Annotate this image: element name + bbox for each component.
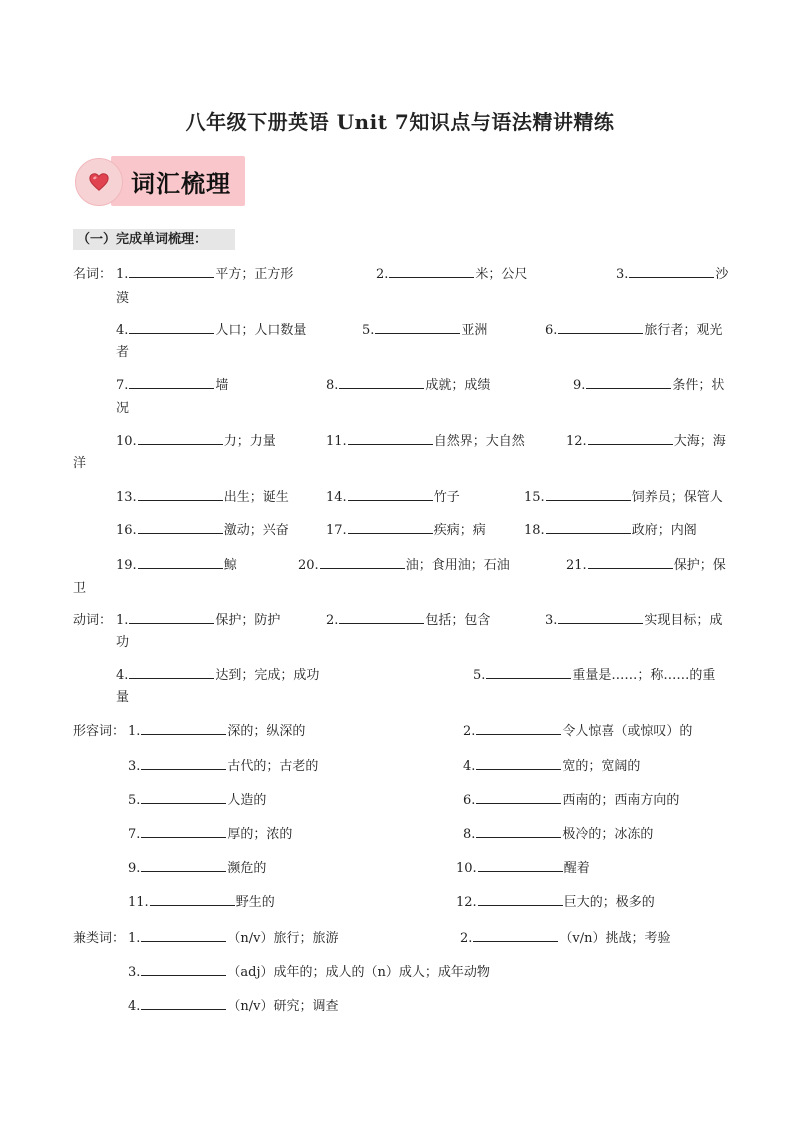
- item-meaning: 极冷的；冰冻的: [562, 827, 654, 842]
- item-meaning: 巨大的；极多的: [563, 895, 655, 910]
- answer-blank[interactable]: [141, 857, 226, 872]
- item-meaning: 条件；状: [672, 378, 725, 393]
- answer-blank[interactable]: [546, 519, 631, 534]
- multi-item: [128, 961, 490, 980]
- noun-item: [524, 519, 697, 538]
- multi-item: [128, 927, 339, 946]
- multi-item: [128, 995, 339, 1014]
- answer-blank[interactable]: [138, 430, 223, 445]
- item-meaning: 实现目标；成: [644, 613, 723, 628]
- verb-item: [326, 609, 490, 628]
- answer-blank[interactable]: [558, 609, 643, 624]
- noun-item: [116, 486, 289, 505]
- item-number: 1.: [116, 613, 129, 628]
- answer-blank[interactable]: [588, 554, 673, 569]
- verb-item: [116, 609, 280, 628]
- item-number: 3.: [545, 613, 558, 628]
- item-number: 1.: [116, 267, 129, 282]
- item-number: 15.: [524, 490, 545, 505]
- noun-item: [545, 319, 722, 338]
- answer-blank[interactable]: [486, 664, 571, 679]
- item-number: 21.: [566, 558, 587, 573]
- adjective-item: [463, 720, 692, 739]
- item-meaning: 出生；诞生: [223, 490, 289, 505]
- item-number: 11.: [326, 434, 347, 449]
- answer-blank[interactable]: [348, 519, 433, 534]
- answer-blank[interactable]: [129, 664, 214, 679]
- answer-blank[interactable]: [586, 374, 671, 389]
- item-number: 4.: [116, 668, 129, 683]
- item-meaning: （adj）成年的；成人的（n）成人；成年动物: [227, 965, 490, 980]
- item-number: 14.: [326, 490, 347, 505]
- item-meaning: 鲸: [223, 558, 237, 573]
- adjective-item: [456, 891, 655, 910]
- item-number: 2.: [463, 724, 476, 739]
- adjective-item: [128, 755, 318, 774]
- answer-blank[interactable]: [129, 263, 214, 278]
- answer-blank[interactable]: [138, 486, 223, 501]
- answer-blank[interactable]: [348, 486, 433, 501]
- item-meaning: 疾病；病: [433, 523, 486, 538]
- item-number: 19.: [116, 558, 137, 573]
- noun-item: [326, 430, 525, 449]
- adjective-item: [456, 857, 590, 876]
- answer-blank[interactable]: [141, 755, 226, 770]
- adjective-item: [128, 720, 305, 739]
- noun-item-continued: 洋: [73, 456, 87, 471]
- item-number: 1.: [128, 724, 141, 739]
- item-meaning: 包括；包含: [425, 613, 491, 628]
- answer-blank[interactable]: [476, 720, 561, 735]
- answer-blank[interactable]: [129, 374, 214, 389]
- verbs-label: 动词：: [73, 613, 113, 628]
- verb-item: [473, 664, 715, 683]
- multi-item: [460, 927, 671, 946]
- answer-blank[interactable]: [476, 823, 561, 838]
- item-meaning: 西南的；西南方向的: [562, 793, 680, 808]
- item-meaning: 力；力量: [223, 434, 276, 449]
- item-number: 4.: [128, 999, 141, 1014]
- item-number: 6.: [545, 323, 558, 338]
- item-meaning: 人造的: [227, 793, 267, 808]
- noun-item: [573, 374, 724, 393]
- item-meaning: 厚的；浓的: [227, 827, 293, 842]
- verb-item: [545, 609, 722, 628]
- item-number: 9.: [128, 861, 141, 876]
- item-number: 12.: [456, 895, 477, 910]
- noun-item: [616, 263, 728, 282]
- item-meaning: 墙: [215, 378, 229, 393]
- item-number: 3.: [128, 965, 141, 980]
- item-number: 7.: [128, 827, 141, 842]
- heart-icon: [88, 171, 110, 193]
- item-meaning: 成就；成绩: [425, 378, 491, 393]
- item-number: 20.: [298, 558, 319, 573]
- noun-item: [362, 319, 487, 338]
- item-meaning: （v/n）挑战；考验: [559, 931, 671, 946]
- answer-blank[interactable]: [478, 891, 563, 906]
- item-number: 13.: [116, 490, 137, 505]
- noun-item: [376, 263, 527, 282]
- item-number: 18.: [524, 523, 545, 538]
- item-meaning: 激动；兴奋: [223, 523, 289, 538]
- verb-item: [116, 664, 319, 683]
- item-number: 5.: [128, 793, 141, 808]
- item-number: 5.: [473, 668, 486, 683]
- answer-blank[interactable]: [473, 927, 558, 942]
- item-meaning: 宽的；宽阔的: [562, 759, 641, 774]
- item-meaning: （n/v）旅行；旅游: [227, 931, 339, 946]
- answer-blank[interactable]: [129, 319, 214, 334]
- adjective-item: [463, 755, 640, 774]
- noun-item: [116, 374, 228, 393]
- answer-blank[interactable]: [141, 995, 226, 1010]
- noun-item: [524, 486, 723, 505]
- answer-blank[interactable]: [339, 374, 424, 389]
- item-meaning: 保护；防护: [215, 613, 281, 628]
- subheading: （一）完成单词梳理：: [73, 229, 235, 250]
- answer-blank[interactable]: [320, 554, 405, 569]
- answer-blank[interactable]: [348, 430, 433, 445]
- adjective-item: [128, 891, 275, 910]
- item-meaning: 保护；保: [673, 558, 726, 573]
- answer-blank[interactable]: [339, 609, 424, 624]
- item-number: 2.: [326, 613, 339, 628]
- answer-blank[interactable]: [129, 609, 214, 624]
- item-meaning: 重量是……；称……的重: [572, 668, 716, 683]
- answer-blank[interactable]: [629, 263, 714, 278]
- verb-item-continued: 量: [116, 690, 130, 705]
- item-number: 2.: [376, 267, 389, 282]
- item-number: 9.: [573, 378, 586, 393]
- adjective-item: [128, 789, 266, 808]
- verb-item-continued: 功: [116, 635, 130, 650]
- item-number: 12.: [566, 434, 587, 449]
- item-number: 3.: [616, 267, 629, 282]
- answer-blank[interactable]: [478, 857, 563, 872]
- noun-item-continued: 漠: [116, 291, 130, 306]
- answer-blank[interactable]: [476, 755, 561, 770]
- item-number: 7.: [116, 378, 129, 393]
- item-meaning: 濒危的: [227, 861, 267, 876]
- item-meaning: 竹子: [433, 490, 460, 505]
- answer-blank[interactable]: [588, 430, 673, 445]
- multi-label: 兼类词：: [73, 931, 126, 946]
- noun-item-continued: 况: [116, 401, 130, 416]
- adjective-item: [463, 789, 679, 808]
- item-number: 17.: [326, 523, 347, 538]
- noun-item: [326, 519, 486, 538]
- adjectives-label: 形容词：: [73, 724, 126, 739]
- noun-item: [326, 486, 460, 505]
- item-number: 11.: [128, 895, 149, 910]
- noun-item: [116, 554, 237, 573]
- answer-blank[interactable]: [138, 519, 223, 534]
- answer-blank[interactable]: [141, 927, 226, 942]
- item-number: 1.: [128, 931, 141, 946]
- item-meaning: 沙: [715, 267, 729, 282]
- item-number: 6.: [463, 793, 476, 808]
- answer-blank[interactable]: [389, 263, 474, 278]
- item-number: 4.: [116, 323, 129, 338]
- item-meaning: 醒着: [563, 861, 590, 876]
- answer-blank[interactable]: [138, 554, 223, 569]
- item-meaning: 达到；完成；成功: [215, 668, 320, 683]
- item-meaning: 米；公尺: [475, 267, 528, 282]
- answer-blank[interactable]: [141, 961, 226, 976]
- answer-blank[interactable]: [476, 789, 561, 804]
- item-meaning: 野生的: [235, 895, 275, 910]
- noun-item: [326, 374, 490, 393]
- noun-item: [116, 319, 306, 338]
- item-number: 3.: [128, 759, 141, 774]
- item-meaning: 平方；正方形: [215, 267, 294, 282]
- noun-item: [566, 554, 726, 573]
- item-meaning: 大海；海: [673, 434, 726, 449]
- item-meaning: 令人惊喜（或惊叹）的: [562, 724, 693, 739]
- item-meaning: 政府；内阁: [631, 523, 697, 538]
- answer-blank[interactable]: [375, 319, 460, 334]
- item-meaning: 亚洲: [461, 323, 488, 338]
- item-meaning: 深的；纵深的: [227, 724, 306, 739]
- answer-blank[interactable]: [141, 720, 226, 735]
- adjective-item: [463, 823, 653, 842]
- item-meaning: 旅行者；观光: [644, 323, 723, 338]
- noun-item: [116, 519, 289, 538]
- page-title: 八年级下册英语 Unit 7知识点与语法精讲精练: [185, 110, 615, 134]
- item-number: 5.: [362, 323, 375, 338]
- item-meaning: （n/v）研究；调查: [227, 999, 339, 1014]
- item-number: 10.: [456, 861, 477, 876]
- item-number: 10.: [116, 434, 137, 449]
- noun-item-continued: 者: [116, 345, 130, 360]
- item-number: 4.: [463, 759, 476, 774]
- item-number: 8.: [326, 378, 339, 393]
- item-number: 2.: [460, 931, 473, 946]
- item-number: 8.: [463, 827, 476, 842]
- noun-item: [298, 554, 510, 573]
- section-badge: [75, 152, 245, 208]
- item-meaning: 人口；人口数量: [215, 323, 307, 338]
- noun-item-continued: 卫: [73, 581, 87, 596]
- item-meaning: 古代的；古老的: [227, 759, 319, 774]
- item-meaning: 油；食用油；石油: [405, 558, 510, 573]
- noun-item: [116, 263, 293, 282]
- answer-blank[interactable]: [141, 823, 226, 838]
- noun-item: [566, 430, 726, 449]
- answer-blank[interactable]: [558, 319, 643, 334]
- adjective-item: [128, 823, 292, 842]
- answer-blank[interactable]: [150, 891, 235, 906]
- item-meaning: 饲养员；保管人: [631, 490, 723, 505]
- nouns-label: 名词：: [73, 267, 113, 282]
- section-badge-label: 词汇梳理: [131, 170, 231, 198]
- adjective-item: [128, 857, 266, 876]
- item-meaning: 自然界；大自然: [433, 434, 525, 449]
- noun-item: [116, 430, 276, 449]
- answer-blank[interactable]: [141, 789, 226, 804]
- item-number: 16.: [116, 523, 137, 538]
- answer-blank[interactable]: [546, 486, 631, 501]
